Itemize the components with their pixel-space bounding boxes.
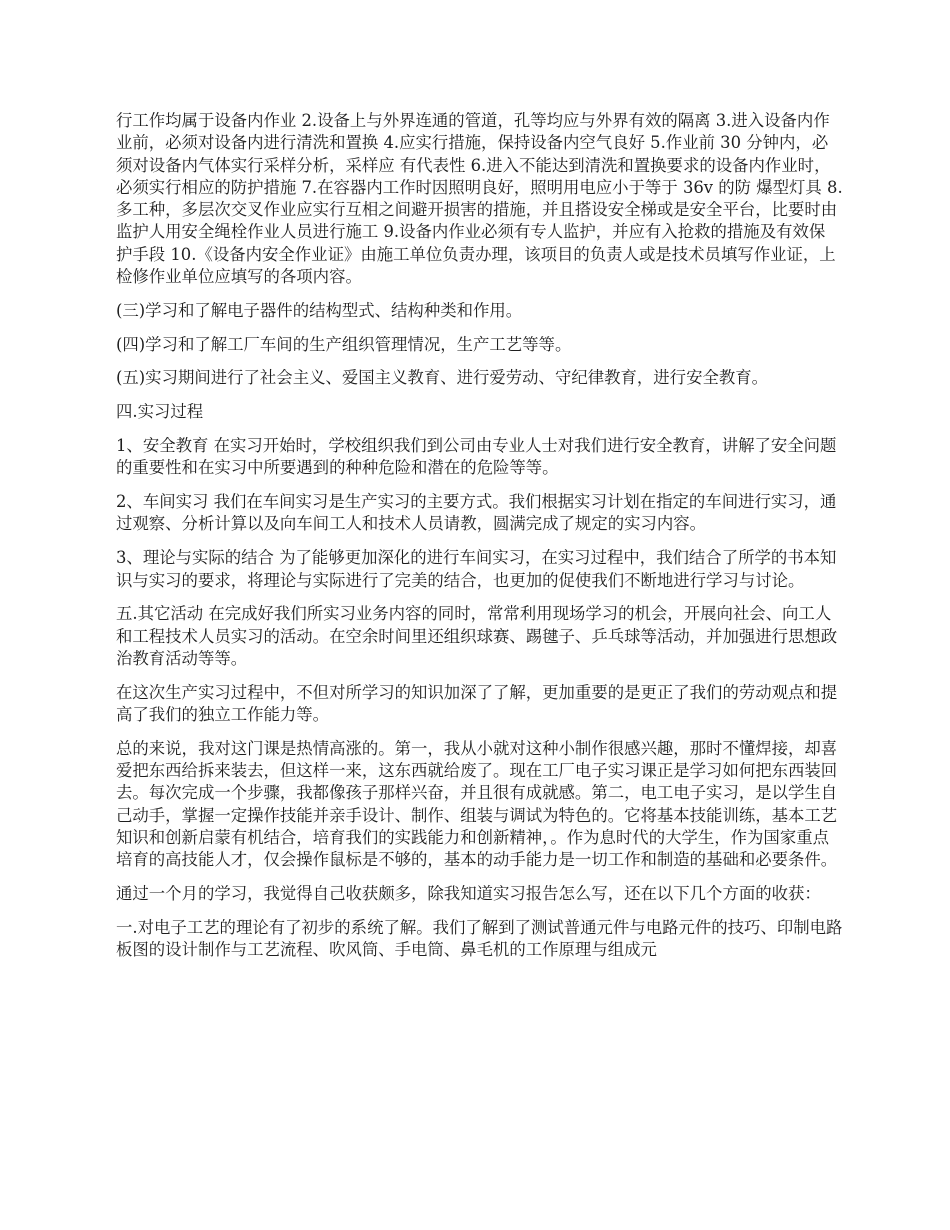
paragraph-gains-intro: 通过一个月的学习，我觉得自己收获颇多，除我知道实习报告怎么写，还在以下几个方面的收获： (116, 884, 821, 904)
paragraph-reflection: 在这次生产实习过程中，不但对所学习的知识加深了了解，更加重要的是更正了我们的劳动观点和提高了我们的独立工作能力等。 (116, 682, 838, 725)
paragraph-item-4: (四)学习和了解工厂车间的生产组织管理情况，生产工艺等等。 (116, 334, 572, 354)
section-heading-internship-process: 四.实习过程 (116, 402, 204, 422)
paragraph-item-5: (五)实习期间进行了社会主义、爱国主义教育、进行爱劳动、守纪律教育，进行安全教育。 (116, 368, 769, 388)
document-body (116, 110, 844, 973)
paragraph-workshop-internship: 2、车间实习 我们在车间实习是生产实习的主要方式。我们根据实习计划在指定的车间进行实习，通过观察、分析计算以及向车间工人和技术人员请教，圆满完成了规定的实习内容。 (116, 492, 837, 534)
paragraph-safety-education: 1、安全教育 在实习开始时，学校组织我们到公司由专业人士对我们进行安全教育，讲解了安全问题的重要性和在实习中所要遇到的种种危险和潜在的危险等等。 (116, 436, 837, 478)
paragraph-gain-1: 一.对电子工艺的理论有了初步的系统了解。我们了解到了测试普通元件与电路元件的技巧、印制电路板图的设计制作与工艺流程、吹风筒、手电筒、鼻毛机的工作原理与组成元 (116, 917, 843, 960)
paragraph-summary: 总的来说，我对这门课是热情高涨的。第一，我从小就对这种小制作很感兴趣，那时不懂焊接，却喜爱把东西给拆来装去，但这样一来，这东西就给废了。现在工厂电子实习课正是学习如何把东西装回去。每次完成一个步骤，我都像孩子那样兴奋，并且很有成就感。第二，电工电子实习，是以学生自己动手，掌握一定操作技能并亲手设计、制作、组装与调试为特色的。它将基本技能训练，基本工艺知识和创新启蒙有机结合，培育我们的实践能力和创新精神，。作为息时代的大学生，作为国家重点培育的高技能人才，仅会操作鼠标是不够的，基本的动手能力是一切工作和制造的基础和必要条件。 (116, 738, 838, 870)
paragraph-other-activities: 五.其它活动 在完成好我们所实习业务内容的同时，常常利用现场学习的机会，开展向社会、向工人和工程技术人员实习的活动。在空余时间里还组织球赛、踢毽子、乒乓球等活动，并加强进行思想政治教育活动等等。 (116, 604, 838, 668)
paragraph-safety-rules: 行工作均属于设备内作业 2.设备上与外界连通的管道，孔等均应与外界有效的隔离 3.进入设备内作业前，必须对设备内进行清洗和置换 4.应实行措施，保持设备内空气良好 5.作业前 30 分钟内，必须对设备内气体实行采样分析，采样应 有代表性 6.进入不能达到清洗和置换要求的设备内作业时，必须实行相应的防护措施 7.在容器内工作时因照明良好，照明用电应小于等于 36v 的防 爆型灯具 8.多工种，多层次交叉作业应实行互相之间避开损害的措施，并且搭设安全梯或是安全平台，比要时由监护人用安全绳栓作业人员进行施工 9.设备内作业必须有专人监护，并应有入抢救的措施及有效保 护手段 10.《设备内安全作业证》由施工单位负责办理，该项目的负责人或是技术员填写作业证，上检修作业单位应填写的各项内容。 (116, 111, 843, 287)
paragraph-theory-practice: 3、理论与实际的结合 为了能够更加深化的进行车间实习，在实习过程中，我们结合了所学的书本知识与实习的要求，将理论与实际进行了完美的结合，也更加的促使我们不断地进行学习与讨论。 (116, 548, 837, 590)
paragraph-item-3: (三)学习和了解电子器件的结构型式、结构种类和作用。 (116, 300, 523, 320)
